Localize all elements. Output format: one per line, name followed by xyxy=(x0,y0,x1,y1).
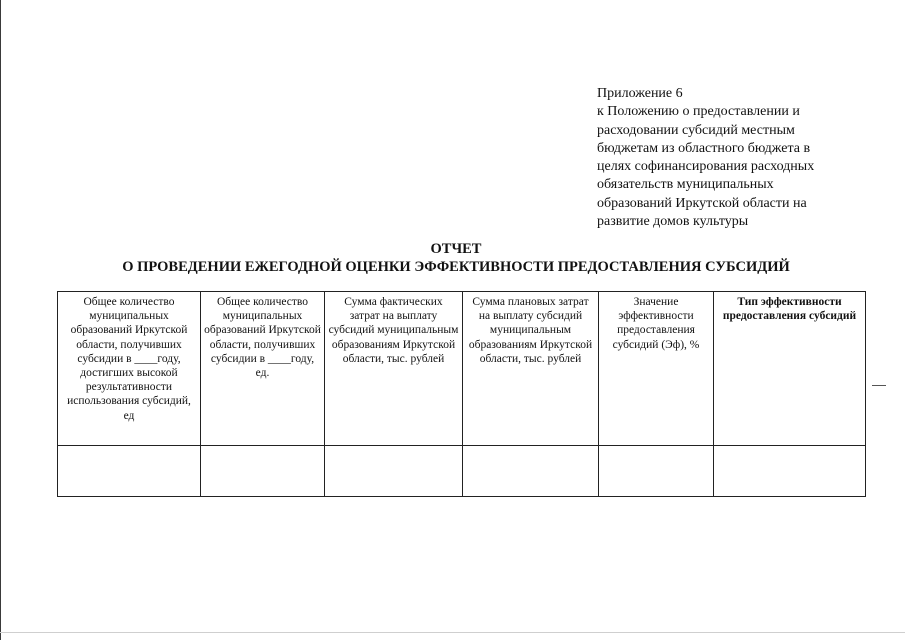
column-header-efficiency-type xyxy=(714,292,866,446)
scan-bottom-edge xyxy=(0,632,905,633)
table-cell xyxy=(325,446,463,497)
scan-left-edge xyxy=(0,0,1,640)
column-header-efficiency-value xyxy=(599,292,714,446)
table-cell xyxy=(58,446,201,497)
column-header-total-count xyxy=(201,292,325,446)
appendix-note xyxy=(597,85,847,231)
report-table xyxy=(57,291,866,497)
column-header-text: Тип эффективности предоставления субсидий xyxy=(722,296,857,323)
table-row xyxy=(58,446,866,497)
report-title: ОТЧЕТ xyxy=(430,241,482,257)
column-header-text: Сумма фактических затрат на выплату субсидий муниципальным образованиям Иркутской области, тыс. рублей xyxy=(328,296,459,365)
column-header-text: Значение эффективности предоставления субсидий (Эф), % xyxy=(612,296,700,351)
appendix-line: бюджетам из областного бюджета в xyxy=(597,140,811,156)
table-cell xyxy=(463,446,599,497)
appendix-line: развитие домов культуры xyxy=(597,214,749,230)
table-cell xyxy=(201,446,325,497)
appendix-line: обязательств муниципальных xyxy=(597,177,774,193)
table-cell xyxy=(714,446,866,497)
report-subtitle: О ПРОВЕДЕНИИ ЕЖЕГОДНОЙ ОЦЕНКИ ЭФФЕКТИВНОСТИ ПРЕДОСТАВЛЕНИЯ СУБСИДИЙ xyxy=(122,259,790,275)
appendix-line: Приложение 6 xyxy=(597,86,683,101)
column-header-planned-costs xyxy=(463,292,599,446)
table-cell xyxy=(599,446,714,497)
column-header-text: Общее количество муниципальных образований Иркутской области, получивших субсидии в ____году, достигших высокой результативности использования субсидий, ед xyxy=(67,296,191,422)
appendix-line: к Положению о предоставлении и xyxy=(597,104,800,120)
appendix-line: расходовании субсидий местным xyxy=(597,122,795,138)
column-header-actual-costs xyxy=(325,292,463,446)
report-heading xyxy=(0,240,905,276)
appendix-line: образований Иркутской области на xyxy=(597,195,807,211)
scan-margin-mark xyxy=(872,385,886,386)
appendix-line: целях софинансирования расходных xyxy=(597,159,815,175)
column-header-text: Сумма плановых затрат на выплату субсидий муниципальным образованиям Иркутской области, тыс. рублей xyxy=(468,296,593,365)
column-header-text: Общее количество муниципальных образований Иркутской области, получивших субсидии в ____году, ед. xyxy=(204,296,321,380)
table-header-row xyxy=(58,292,866,446)
column-header-high-result-count xyxy=(58,292,201,446)
